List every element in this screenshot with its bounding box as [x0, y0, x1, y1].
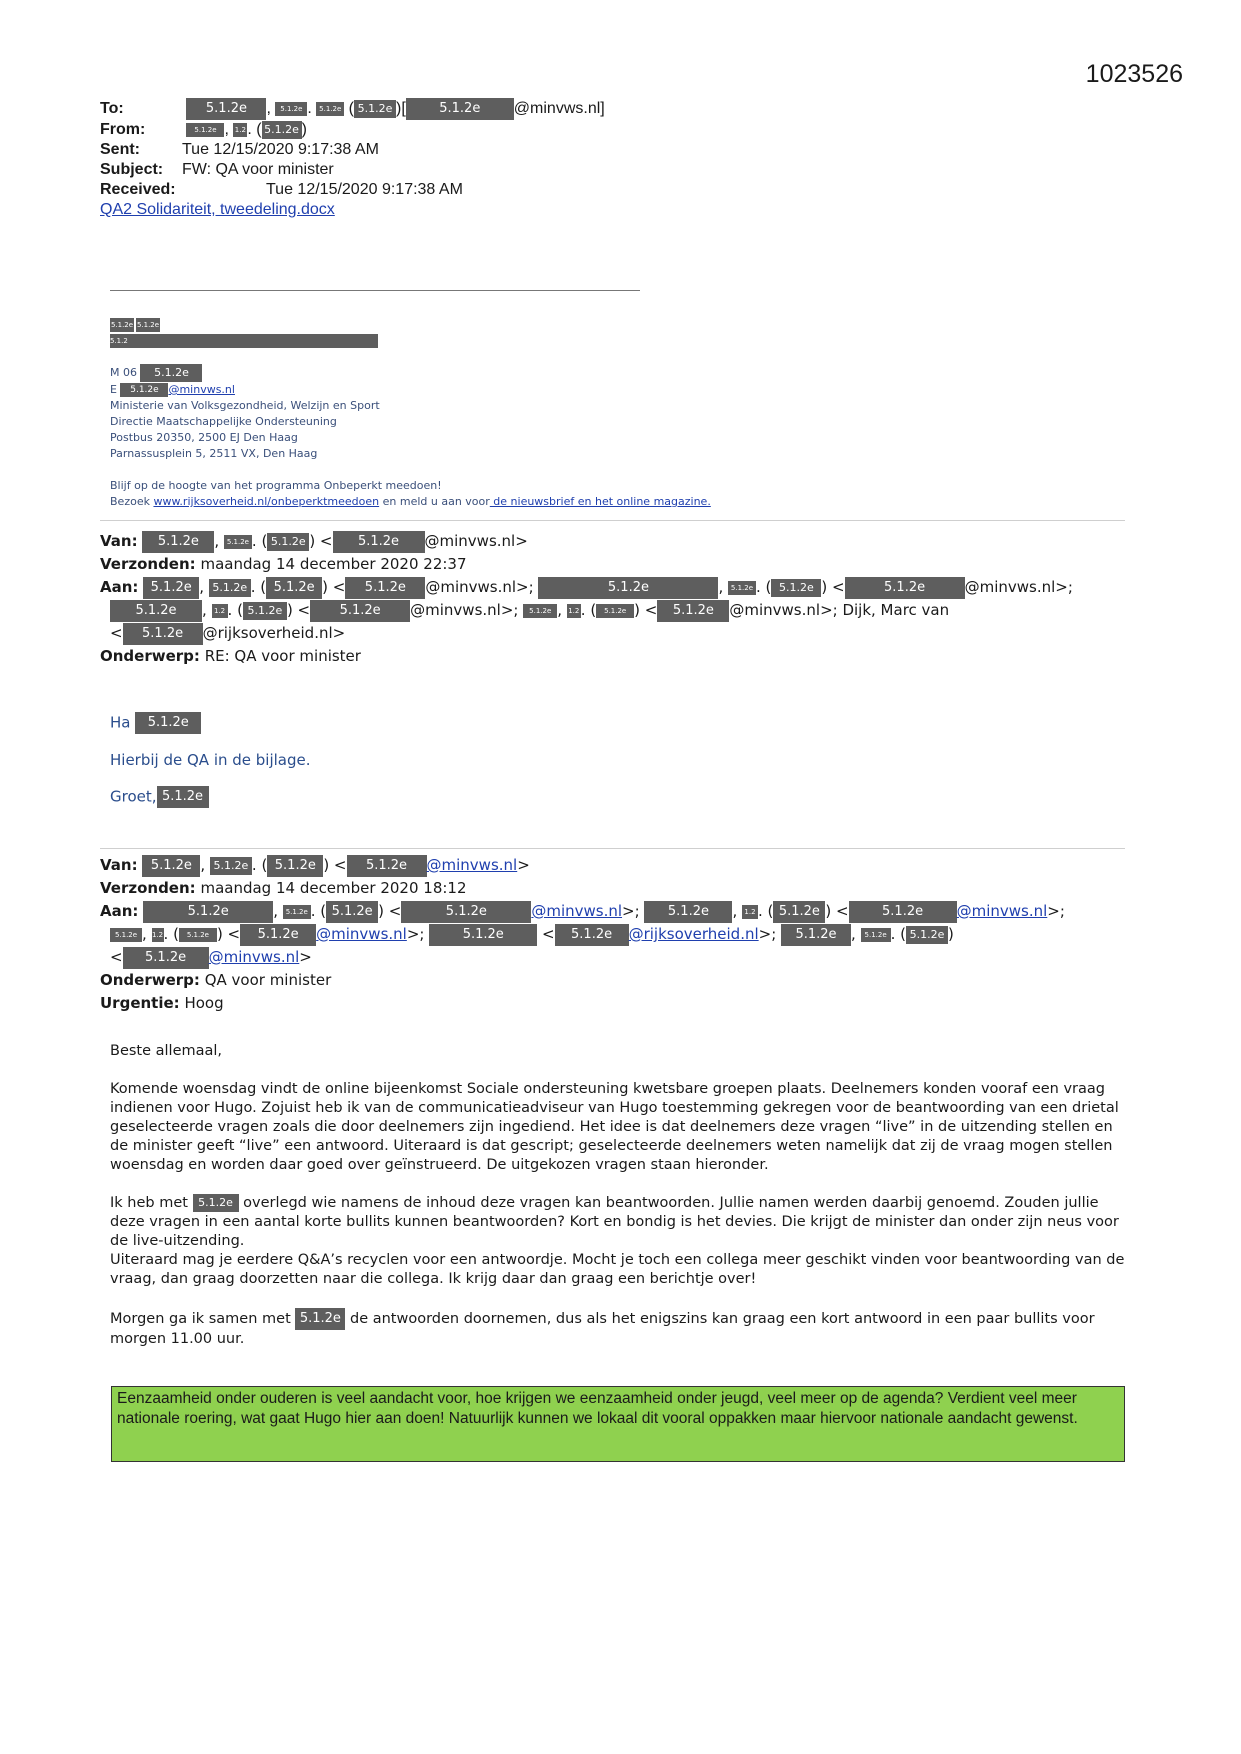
redaction: 5.1.2e — [523, 604, 557, 618]
from-row: From: 5.1.2e , 1.2. ( 5.1.2e ) — [100, 121, 307, 138]
redaction: 5.1.2e — [186, 123, 224, 137]
redaction: 5.1.2e — [347, 855, 427, 877]
redaction: 5.1.2e — [657, 600, 729, 622]
onderwerp-label: Onderwerp: — [100, 971, 200, 989]
redaction: 5.1.2e — [354, 100, 396, 118]
redaction: 1.2 — [567, 604, 581, 618]
redaction: 5.1.2e — [406, 98, 514, 120]
van-label: Van: — [100, 532, 138, 550]
redaction: 5.1.2e — [326, 901, 378, 923]
received-value: Tue 12/15/2020 9:17:38 AM — [266, 181, 463, 198]
greeting: Ha — [110, 713, 131, 732]
document-number: 1023526 — [1085, 60, 1183, 88]
onderwerp-value: QA voor minister — [204, 971, 332, 989]
recipient-link[interactable]: @minvws.nl — [531, 902, 623, 920]
divider — [100, 520, 1125, 521]
redaction: 5.1.2e — [143, 577, 199, 599]
redaction: 5.1.2e — [262, 121, 302, 139]
redaction: 5.1.2e — [267, 533, 309, 551]
redaction: 5.1.2e — [345, 577, 425, 599]
sent-row — [100, 140, 1100, 160]
attachment-link[interactable]: QA2 Solidariteit, tweedeling.docx — [100, 201, 335, 218]
paragraph: Komende woensdag vindt de online bijeenkomst Sociale ondersteuning kwetsbare groepen plaats. Deelnemers konden vooraf een vraag indienen voor Hugo. Zojuist heb ik van de communicatieadviseur van Hugo toestemming gekregen voor de beantwoording van een drietal geselecteerde vragen zoals die door deelnemers zijn ingediend. Het idee is dat deelnemers deze vragen “live” in de uitzending stellen en de minister geeft “live” een antwoord. Uiteraard is dat gescript; geselecteerde deelnemers weten namelijk dat zij de vraag mogen stellen woensdag en worden daar goed over geïnstrueerd. De uitgekozen vragen staan hieronder. — [110, 1081, 1119, 1173]
signature — [110, 364, 810, 510]
redaction: 5.1.2e — [143, 901, 273, 923]
question-text: Eenzaamheid onder ouderen is veel aandacht voor, hoe krijgen we eenzaamheid onder jeugd, veel meer op de agenda? Verdient veel meer nationale roering, wat gaat Hugo hier aan doen! Natuurlijk kunnen we lokaal dit vooral oppakken maar hiervoor nationale aandacht gewenst. — [117, 1390, 1078, 1427]
recipient-link[interactable]: @minvws.nl — [208, 948, 300, 966]
redaction: 5.1.2e — [316, 102, 344, 116]
paragraph — [110, 1308, 1128, 1349]
verzonden-label: Verzonden: — [100, 555, 196, 573]
redaction: 1.2 — [742, 905, 758, 919]
van-link[interactable]: @minvws.nl — [426, 856, 518, 874]
verzonden-value: maandag 14 december 2020 22:37 — [200, 555, 467, 573]
redaction: 5.1.2e — [771, 579, 821, 597]
aan-domain: @minvws.nl>; — [410, 601, 519, 619]
redaction: 5.1.2e — [596, 604, 634, 618]
redaction: 1.2 — [233, 123, 247, 137]
redaction: 5.1.2e — [193, 1194, 239, 1212]
mail1-header: Van: 5.1.2e , 5.1.2e . ( 5.1.2e ) < 5.1.2e @minvws.nl> Verzonden: maandag 14 december 2020 22:37 Aan: 5.1.2e , 5.1.2e . ( 5.1.2e ) < 5.1.2e @minvws.nl>; 5.1.2e , 5.1.2e . ( 5.1.2e ) < 5.1.2e @minvws.nl>; 5.1.2e , 1.2 . ( 5.1.2e ) < 5.1.2e @minvws.nl>; 5.1.2e , 1.2. ( 5.1.2e ) < 5.1.2e @minvws.nl>; Dijk, Marc van < 5.1.2e @rijksoverheid.nl> Onderwerp: RE: QA voor minister — [100, 532, 1073, 665]
redaction: 5.1.2e — [123, 947, 209, 969]
aan-domain: @minvws.nl>; Dijk, Marc van — [729, 601, 950, 619]
redaction: 5.1.2e — [266, 577, 322, 599]
divider — [100, 848, 1125, 849]
redaction: 5.1.2e — [123, 623, 203, 645]
mail1-body — [110, 712, 710, 808]
redaction: 5.1.2e — [110, 318, 134, 332]
redaction: 5.1.2e — [110, 600, 202, 622]
text: de antwoorden doornemen, dus als het enigszins kan graag een kort antwoord in een paar bullits voor morgen 11.00 uur. — [110, 1311, 1095, 1347]
email-header — [100, 98, 1100, 220]
verzonden-label: Verzonden: — [100, 879, 196, 897]
redaction: 5.1.2e — [333, 531, 425, 553]
to-row: To: 5.1.2e , 5.1.2e . 5.1.2e ( 5.1.2e )[ 5.1.2e @minvws.nl] — [100, 98, 1100, 120]
subject-row — [100, 160, 1100, 180]
redaction: 5.1.2e — [538, 577, 718, 599]
mail2-body — [110, 1042, 1128, 1349]
redaction: 1.2 — [212, 604, 228, 618]
aan-domain: @minvws.nl>; — [425, 578, 534, 596]
signature-line: Postbus 20350, 2500 EJ Den Haag — [110, 431, 298, 444]
urgentie-label: Urgentie: — [100, 994, 180, 1012]
text: Ik heb met — [110, 1195, 188, 1211]
signature-line: Ministerie van Volksgezondheid, Welzijn en Sport — [110, 399, 380, 412]
body-line: Hierbij de QA in de bijlage. — [110, 751, 311, 769]
salutation: Beste allemaal, — [110, 1043, 223, 1059]
subject-value: FW: QA voor minister — [182, 161, 334, 178]
redaction: 5.1.2e — [209, 579, 251, 597]
received-row — [100, 180, 1100, 200]
redaction: 1.2 — [152, 928, 164, 942]
text: overlegd wie namens de inhoud deze vragen kan beantwoorden. Jullie namen werden daarbij genoemd. Zouden jullie deze vragen in een aantal korte bullits kunnen beantwoorden? Kort en bondig is het devies. Die krijgt de minister dan onder zijn neus voor de live-uitzending. — [110, 1195, 1119, 1249]
redaction: 5.1.2e — [224, 535, 252, 549]
from-label: From: — [100, 121, 146, 138]
aan-label: Aan: — [100, 902, 139, 920]
aan-domain: @minvws.nl>; — [964, 578, 1073, 596]
redaction: 5.1.2e — [136, 318, 160, 332]
urgentie-value: Hoog — [184, 994, 224, 1012]
redaction: 5.1.2e — [401, 901, 531, 923]
redaction: 5.1.2e — [310, 600, 410, 622]
sent-label: Sent: — [100, 141, 140, 158]
redaction: 5.1.2e — [781, 924, 851, 946]
redaction: 5.1.2e — [429, 924, 537, 946]
subject-label: Subject: — [100, 161, 164, 178]
redaction: 5.1.2e — [644, 901, 732, 923]
to-label: To: — [100, 100, 124, 118]
redaction: 5.1.2e — [861, 928, 891, 942]
signature-line: Parnassusplein 5, 2511 VX, Den Haag — [110, 447, 318, 460]
signature-line: Directie Maatschappelijke Ondersteuning — [110, 415, 337, 428]
promo-link[interactable]: www.rijksoverheid.nl/onbeperktmeedoen — [153, 495, 380, 508]
promo-line: Blijf op de hoogte van het programma Onbeperkt meedoen! — [110, 479, 442, 492]
redaction: 5.1.2e — [906, 926, 948, 944]
redaction: 5.1.2e — [728, 581, 756, 595]
paragraph: Uiteraard mag je eerdere Q&A’s recyclen voor een antwoordje. Mocht je toch een collega meer geschikt vinden voor beantwoording van de vraag, dan graag doorzetten naar die collega. Ik krijg daar dan graag een berichtje over! — [110, 1252, 1125, 1287]
redaction: 5.1.2e — [267, 855, 323, 877]
recipient-link[interactable]: @minvws.nl — [316, 925, 407, 943]
paragraph — [110, 1194, 1128, 1251]
signature-email-link[interactable]: @minvws.nl — [168, 383, 235, 396]
redaction: 5.1.2e — [773, 901, 825, 923]
verzonden-value: maandag 14 december 2020 18:12 — [200, 879, 467, 897]
phone-prefix: M 06 — [110, 366, 137, 379]
onderwerp-label: Onderwerp: — [100, 647, 200, 665]
redaction: 5.1.2e — [295, 1308, 345, 1330]
redaction: 5.1.2e — [186, 98, 266, 120]
redaction: 5.1.2e — [110, 928, 142, 942]
redaction: 5.1.2e — [142, 531, 214, 553]
closing: Groet, — [110, 787, 157, 806]
question-box — [111, 1386, 1125, 1462]
redaction: 5.1.2e — [845, 577, 965, 599]
redaction: 5.1.2e — [240, 924, 316, 946]
mail2-header: Van: 5.1.2e , 5.1.2e . ( 5.1.2e ) < 5.1.2e @minvws.nl> Verzonden: maandag 14 december 2020 18:12 Aan: 5.1.2e , 5.1.2e . ( 5.1.2e ) < 5.1.2e @minvws.nl>; 5.1.2e , 1.2 . ( 5.1.2e ) < 5.1.2e @minvws.nl>; 5.1.2e , 1.2. ( 5.1.2e ) < 5.1.2e @minvws.nl>; 5.1.2e < 5.1.2e @rijksoverheid.nl>; 5.1.2e , 5.1.2e . ( 5.1.2e ) < 5.1.2e @minvws.nl> Onderwerp: QA voor minister Urgentie: Hoog — [100, 856, 1065, 1012]
redaction: 5.1.2e — [142, 855, 200, 877]
promo-text: Bezoek — [110, 495, 154, 508]
aan-label: Aan: — [100, 578, 139, 596]
redaction: 5.1.2e — [243, 602, 287, 620]
text: Morgen ga ik samen met — [110, 1311, 291, 1327]
redaction: 5.1.2e — [157, 786, 209, 808]
redaction: 5.1.2e — [555, 924, 629, 946]
email-prefix: E — [110, 383, 117, 396]
to-domain: @minvws.nl] — [513, 100, 605, 118]
received-label: Received: — [100, 181, 176, 198]
redaction: 5.1.2e — [210, 857, 252, 875]
van-domain: @minvws.nl> — [424, 532, 528, 550]
redaction: 5.1.2 — [110, 334, 378, 348]
aan-domain: @rijksoverheid.nl> — [202, 624, 346, 642]
recipient-link[interactable]: @minvws.nl — [956, 902, 1048, 920]
redaction: 5.1.2e — [140, 364, 202, 382]
sent-value: Tue 12/15/2020 9:17:38 AM — [182, 141, 379, 158]
signature-name-redactions — [110, 318, 380, 350]
redaction: 5.1.2e — [849, 901, 957, 923]
redaction: 5.1.2e — [179, 928, 217, 942]
redaction: 5.1.2e — [283, 905, 311, 919]
newsletter-link[interactable]: de nieuwsbrief en het online magazine. — [489, 495, 711, 508]
signature-separator — [110, 290, 640, 291]
redaction: 5.1.2e — [275, 102, 307, 116]
onderwerp-value: RE: QA voor minister — [204, 647, 361, 665]
van-label: Van: — [100, 856, 138, 874]
redaction: 5.1.2e — [135, 712, 201, 734]
redaction: 5.1.2e — [120, 383, 168, 397]
promo-text: en meld u aan voor — [379, 495, 490, 508]
recipient-link[interactable]: @rijksoverheid.nl — [628, 925, 759, 943]
